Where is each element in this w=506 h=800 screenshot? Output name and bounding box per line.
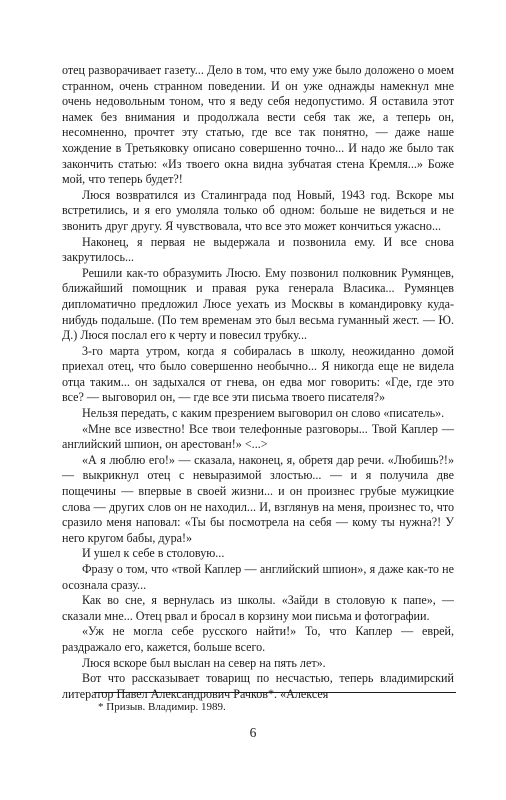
page-number: 6 [249, 725, 257, 740]
paragraph: 3-го марта утром, когда я собиралась в школу, неожиданно домой приехал отец, что было совершенно необычно... Я никогда еще не видела отца таким... он задыхался от гнева, он едва мог говорить: «Где, где это все? — выговорил он, — где все эти письма твоего писателя?» [62, 343, 454, 405]
paragraph: «Мне все известно! Все твои телефонные разговоры... Твой Каплер — английский шпион, он арестован!» <...> [62, 421, 454, 452]
footnote-divider [94, 692, 456, 693]
paragraph: Нельзя передать, с каким презрением выговорил он слово «писатель». [82, 406, 445, 421]
paragraph: «Уж не могла себе русского найти!» То, что Каплер — еврей, раздражало его, кажется, больше всего. [62, 624, 454, 654]
main-text [62, 63, 454, 702]
paragraph: Люся возвратился из Сталинграда под Новый, 1943 год. Вскоре мы встретились, и я его умоляла только об одном: больше не видеться и не звонить друг другу. Я чувствовала, что все это может кончиться ужасно... [62, 187, 454, 233]
paragraph: Фразу о том, что «твой Каплер — английский шпион», я даже как-то не осознала сразу... [62, 562, 454, 592]
footnote: * Призыв. Владимир. 1989. [98, 701, 226, 713]
paragraph: И ушел к себе в столовую... [82, 546, 225, 561]
paragraph: «А я люблю его!» — сказала, наконец, я, обретя дар речи. «Любишь?!» — выкрикнул отец с невыразимой злостью... — и я получила две пощечины — впервые в своей жизни... и он произнес грубые мужицкие слова — других слов он не находил... И, взглянув на меня, произнес то, что сразило меня наповал: «Ты бы посмотрела на себя — кому ты нужна?! У него кругом бабы, дура!» [62, 452, 454, 545]
paragraph: Наконец, я первая не выдержала и позвонила ему. И все снова закрутилось... [62, 234, 454, 265]
paragraph: Решили как-то образумить Люсю. Ему позвонил полковник Румянцев, ближайший помощник и правая рука генерала Власика... Румянцев дипломатично предложил Люсе уехать из Москвы в командировку куда-нибудь подальше. (По тем временам это был весьма гуманный жест. — Ю. Д.) Люся послал его к черту и повесил трубку... [62, 265, 454, 343]
paragraph: Люся вскоре был выслан на север на пять лет». [82, 655, 326, 670]
paragraph: отец разворачивает газету... Дело в том, что ему уже было доложено о моем странном, очень странном поведении. И он уже однажды намекнул мне очень недовольным тоном, что я веду себя недопустимо. Я оставила этот намек без внимания и продолжала вести себя так же, а теперь он, несомненно, прочтет эту статью, где все так понятно, — даже наше хождение в Третьяковку описано совершенно точно... И надо же было так закончить статью: «Из твоего окна видна зубчатая стена Кремля...» Боже мой, что теперь будет?! [62, 63, 454, 187]
paragraph: Вот что рассказывает товарищ по несчастью, теперь владимирский литератор Павел Александрович Рачков*. «Алексея [62, 671, 454, 701]
paragraph: Как во сне, я вернулась из школы. «Зайди в столовую к папе», — сказали мне... Отец рвал и бросал в корзину мои письма и фотографии. [62, 593, 454, 623]
